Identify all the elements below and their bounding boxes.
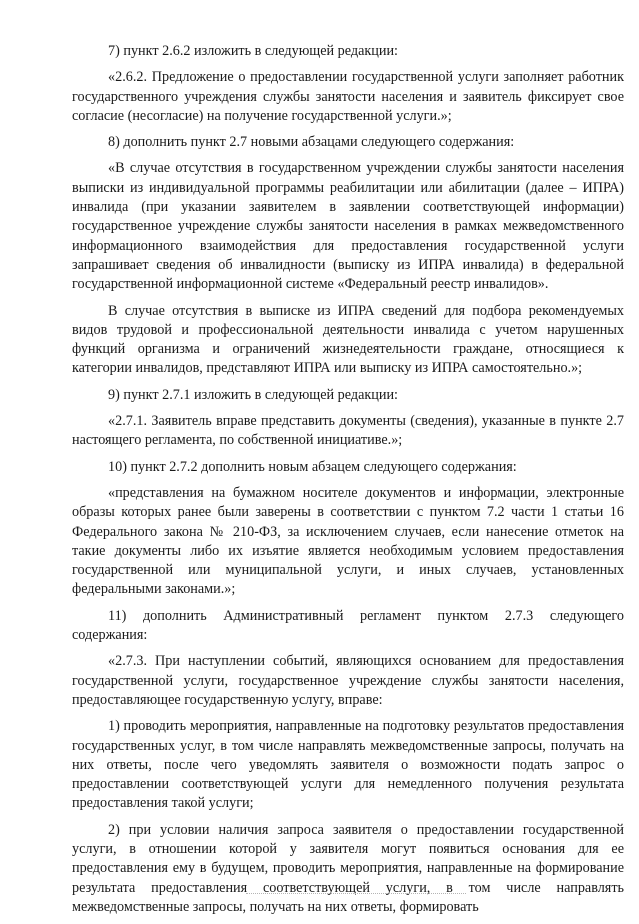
amendment-item-11: 11) дополнить Административный регламент пунктом 2.7.3 следующего содержания:: [72, 607, 624, 644]
amendment-item-10: 10) пункт 2.7.2 дополнить новым абзацем следующего содержания:: [108, 458, 517, 475]
clause-2-7-3-text: «2.7.3. При наступлении событий, являющихся основанием для предоставления государственной услуги, государственное учреждение службы занятости населения, предоставляющее государственную услугу, вправе:: [72, 653, 624, 708]
amendment-item-8: 8) дополнить пункт 2.7 новыми абзацами следующего содержания:: [108, 134, 515, 151]
document-body: [72, 42, 624, 924]
clause-2-6-2-text: «2.6.2. Предложение о предоставлении государственной услуги заполняет работник государственного учреждения службы занятости населения и заявитель фиксирует свое согласие (несогласие) на получение государственной услуги.»;: [72, 69, 624, 124]
clause-2-7-3-subitem-2: 2) при условии наличия запроса заявителя о предоставлении государственной услуги, в отношении которой у заявителя могут появиться основания для ее предоставления ему в будущем, проводить мероприятия, направленные на формирование результата предоставления соответствующей услуги, в том числе направлять межведомственные запросы, получать на них ответы, формировать: [72, 821, 624, 915]
clause-2-7-2-text: «представления на бумажном носителе документов и информации, электронные образы которых ранее были заверены в соответствии с пунктом 7.2 части 1 статьи 16 Федерального закона № 210-ФЗ, за исключением случаев, если нанесение отметок на такие документы либо их изъятие является необходимым условием предоставления государственной или муниципальной услуги, и иных случаев, установленных федеральными законами.»;: [72, 484, 624, 598]
amendment-item-9: 9) пункт 2.7.1 изложить в следующей редакции:: [108, 386, 398, 403]
amendment-item-7: 7) пункт 2.6.2 изложить в следующей редакции:: [108, 43, 398, 59]
clause-2-7-1-text: «2.7.1. Заявитель вправе представить документы (сведения), указанные в пункте 2.7 настоящего регламента, по собственной инициативе.»;: [72, 413, 624, 449]
scan-edge-line: [246, 893, 466, 894]
clause-2-7-paragraph-1: «В случае отсутствия в государственном учреждении службы занятости населения выписки из индивидуальной программы реабилитации или абилитации (далее – ИПРА) инвалида (при указании заявителем в заявлении соответствующей информации) государственное учреждение службы занятости населения в рамках межведомственного информационного взаимодействия для предоставления государственной услуги запрашивает сведения об инвалидности (выписку из ИПРА инвалида) в федеральной государственной информационной системе «Федеральный реестр инвалидов».: [72, 160, 624, 293]
clause-2-7-3-subitem-1: 1) проводить мероприятия, направленные на подготовку результатов предоставления государственных услуг, в том числе направлять межведомственные запросы, получать на них ответы, после чего уведомлять заявителя о возможности подать запрос о предоставлении соответствующей услуги для немедленного получения результата предоставления такой услуги;: [72, 718, 624, 812]
clause-2-7-paragraph-2: В случае отсутствия в выписке из ИПРА сведений для подбора рекомендуемых видов трудовой и профессиональной деятельности инвалида с учетом нарушенных функций организма и ограничений жизнедеятельности граждане, относящиеся к категории инвалидов, представляют ИПРА или выписку из ИПРА самостоятельно.»;: [72, 302, 624, 377]
